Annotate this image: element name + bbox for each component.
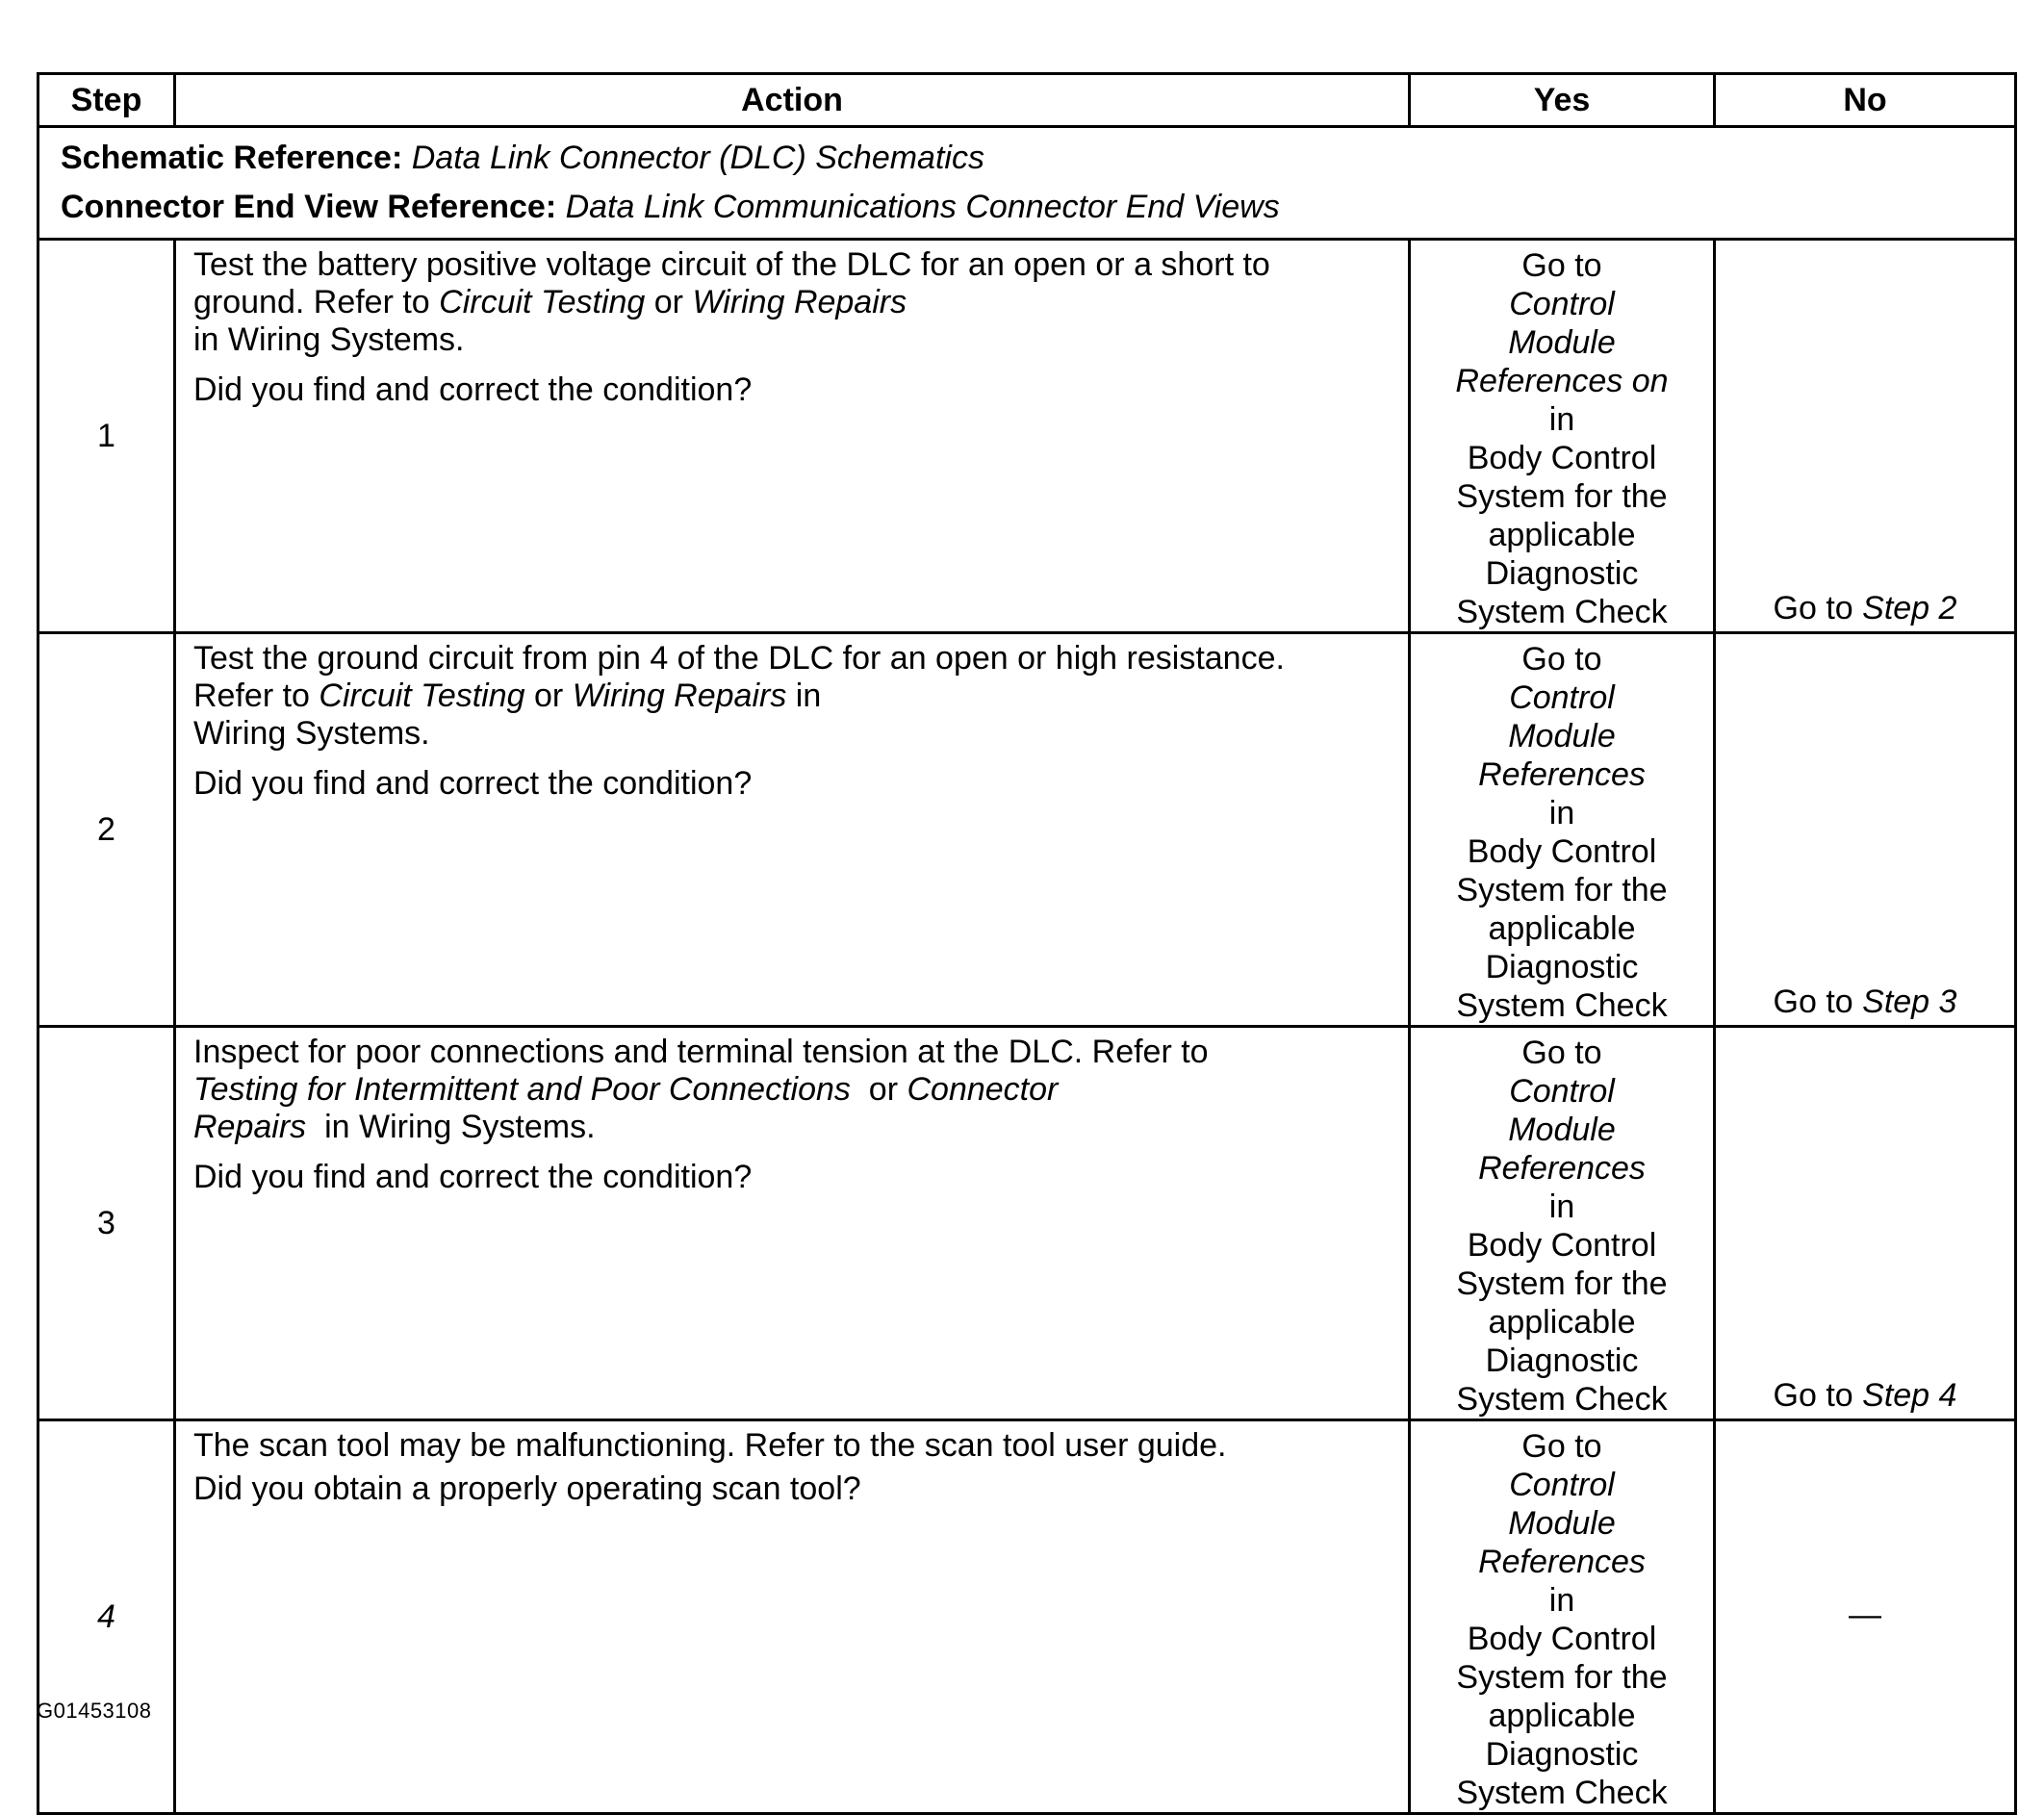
- yes-cell: Go to Control Module References in Body Control System for the applicable Diagnostic System Check: [1410, 1420, 1715, 1814]
- step-number: 2: [38, 633, 175, 1027]
- action-text: ground. Refer to Circuit Testing or Wiring Repairs: [193, 284, 907, 320]
- wiring-repairs-link[interactable]: Wiring Repairs: [692, 284, 907, 320]
- schematic-reference-label: Schematic Reference:: [61, 140, 403, 176]
- diagnostic-table: [37, 72, 2017, 1815]
- circuit-testing-link[interactable]: Circuit Testing: [319, 677, 525, 714]
- circuit-testing-link[interactable]: Circuit Testing: [439, 284, 646, 320]
- yes-cell: Go to Control Module References in Body Control System for the applicable Diagnostic System Check: [1410, 633, 1715, 1027]
- step-number: 1: [38, 240, 175, 633]
- step-number: 4: [38, 1420, 175, 1814]
- table-row: [38, 1027, 2016, 1420]
- control-module-references-link[interactable]: Control: [1509, 286, 1615, 322]
- control-module-references-link[interactable]: Control: [1509, 1467, 1615, 1503]
- action-text: Inspect for poor connections and terminal tension at the DLC. Refer to: [193, 1034, 1209, 1070]
- header-yes: Yes: [1410, 74, 1715, 127]
- no-cell: Go to Step 3: [1715, 633, 2016, 1027]
- schematic-reference-link[interactable]: Data Link Connector (DLC) Schematics: [411, 140, 984, 176]
- control-module-references-link[interactable]: Control: [1509, 679, 1615, 716]
- connector-repairs-link[interactable]: Repairs: [193, 1109, 307, 1145]
- schematic-reference: [61, 134, 2014, 183]
- action-cell: [175, 1027, 1410, 1420]
- table-row: [38, 1420, 2016, 1814]
- action-text: Test the battery positive voltage circuit of the DLC for an open or a short to: [193, 246, 1270, 283]
- action-cell: [175, 240, 1410, 633]
- table-row: [38, 633, 2016, 1027]
- figure-id: G01453108: [37, 1699, 152, 1723]
- action-question: Did you find and correct the condition?: [193, 371, 753, 408]
- reference-cell: [38, 127, 2016, 240]
- action-question: Did you find and correct the condition?: [193, 1159, 753, 1195]
- go-to-step-link[interactable]: Step 3: [1862, 984, 1957, 1020]
- action-text: Test the ground circuit from pin 4 of the DLC for an open or high resistance.: [193, 640, 1285, 677]
- yes-cell: Go to Control Module References on in Body Control System for the applicable Diagnostic System Check: [1410, 240, 1715, 633]
- action-question: Did you obtain a properly operating scan tool?: [193, 1470, 861, 1507]
- action-text: Repairs in Wiring Systems.: [193, 1109, 596, 1145]
- header-step: Step: [38, 74, 175, 127]
- action-text: Wiring Systems.: [193, 715, 430, 752]
- wiring-repairs-link[interactable]: Wiring Repairs: [572, 677, 787, 714]
- header-row: [38, 74, 2016, 127]
- action-text: The scan tool may be malfunctioning. Refer to the scan tool user guide.: [193, 1427, 1227, 1464]
- table-row: [38, 240, 2016, 633]
- connector-end-view-reference: [61, 183, 2014, 232]
- action-cell: [175, 1420, 1410, 1814]
- header-no: No: [1715, 74, 2016, 127]
- step-number: 3: [38, 1027, 175, 1420]
- action-question: Did you find and correct the condition?: [193, 765, 753, 802]
- action-text: in Wiring Systems.: [193, 321, 465, 358]
- connector-repairs-link[interactable]: Connector: [907, 1071, 1059, 1108]
- control-module-references-link[interactable]: Control: [1509, 1073, 1615, 1110]
- end-view-reference-label: Connector End View Reference:: [61, 189, 557, 225]
- no-cell: Go to Step 4: [1715, 1027, 2016, 1420]
- end-view-reference-link[interactable]: Data Link Communications Connector End Views: [565, 189, 1280, 225]
- reference-row: [38, 127, 2016, 240]
- intermittent-connections-link[interactable]: Testing for Intermittent and Poor Connections: [193, 1071, 851, 1108]
- no-cell: Go to Step 2: [1715, 240, 2016, 633]
- yes-cell: Go to Control Module References in Body Control System for the applicable Diagnostic System Check: [1410, 1027, 1715, 1420]
- action-text: Testing for Intermittent and Poor Connections or Connector: [193, 1071, 1059, 1108]
- go-to-step-link[interactable]: Step 2: [1862, 590, 1957, 626]
- no-cell: —: [1715, 1420, 2016, 1814]
- header-action: Action: [175, 74, 1410, 127]
- go-to-step-link[interactable]: Step 4: [1862, 1377, 1957, 1414]
- action-cell: [175, 633, 1410, 1027]
- action-text: Refer to Circuit Testing or Wiring Repairs in: [193, 677, 822, 714]
